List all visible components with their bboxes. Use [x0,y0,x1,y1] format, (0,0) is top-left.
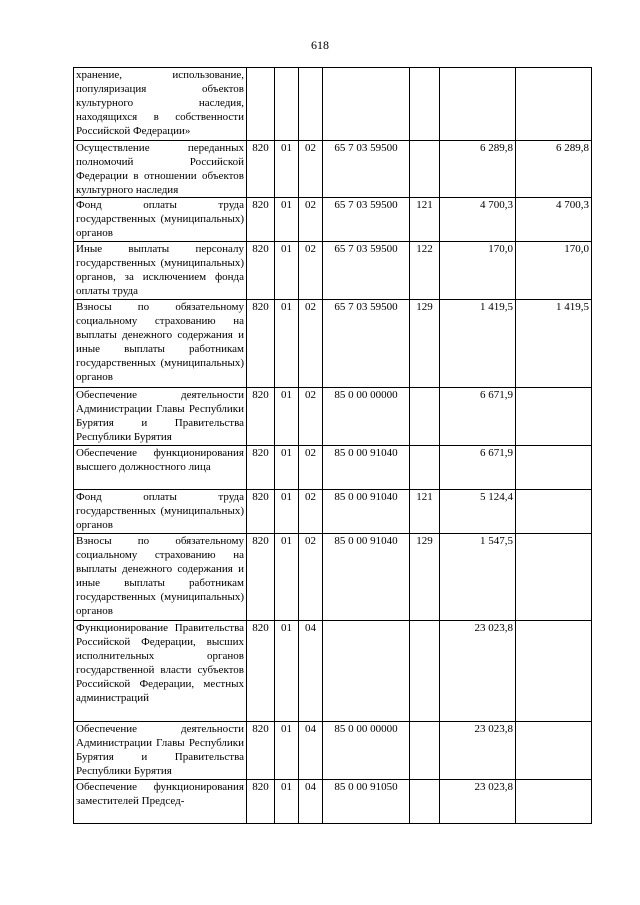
table-row [74,141,592,198]
ministry-code: 820 [247,198,275,242]
subsection-code: 02 [299,446,323,490]
amount-2: 6 289,8 [516,141,592,198]
target-article: 85 0 00 00000 [323,722,410,780]
expense-type [410,388,440,446]
ministry-code: 820 [247,242,275,300]
row-description: Обеспечение деятельности Администрации Главы Республики Бурятия и Правительства Республики Бурятия [74,722,247,780]
amount-2: 4 700,3 [516,198,592,242]
table-row [74,780,592,824]
target-article [323,621,410,722]
row-description: Фонд оплаты труда государственных (муниципальных) органов [74,198,247,242]
table-row [74,446,592,490]
ministry-code: 820 [247,446,275,490]
expense-type: 129 [410,534,440,621]
target-article: 85 0 00 91040 [323,534,410,621]
row-description: Осуществление переданных полномочий Российской Федерации в отношении объектов культурного наследия [74,141,247,198]
table-row [74,242,592,300]
section-code: 01 [275,621,299,722]
target-article: 85 0 00 00000 [323,388,410,446]
subsection-code [299,68,323,141]
ministry-code: 820 [247,141,275,198]
table-row [74,534,592,621]
subsection-code: 02 [299,300,323,388]
target-article: 65 7 03 59500 [323,242,410,300]
target-article: 65 7 03 59500 [323,198,410,242]
section-code: 01 [275,780,299,824]
budget-table [73,67,592,824]
row-description: Взносы по обязательному социальному страхованию на выплаты денежного содержания и иные выплаты работникам государственных (муниципальных) органов [74,534,247,621]
ministry-code: 820 [247,722,275,780]
target-article: 65 7 03 59500 [323,141,410,198]
section-code: 01 [275,198,299,242]
amount-1: 4 700,3 [440,198,516,242]
amount-1: 6 671,9 [440,446,516,490]
subsection-code: 04 [299,621,323,722]
row-description: Взносы по обязательному социальному страхованию на выплаты денежного содержания и иные выплаты работникам государственных (муниципальных) органов [74,300,247,388]
table-row [74,68,592,141]
amount-1: 1 419,5 [440,300,516,388]
row-description: Обеспечение функционирования заместителей Председ- [74,780,247,824]
amount-1: 23 023,8 [440,621,516,722]
subsection-code: 04 [299,722,323,780]
expense-type: 129 [410,300,440,388]
amount-1: 1 547,5 [440,534,516,621]
amount-2 [516,621,592,722]
subsection-code: 02 [299,242,323,300]
table-row [74,300,592,388]
amount-2 [516,722,592,780]
amount-2 [516,388,592,446]
page-number: 618 [311,38,329,52]
expense-type: 121 [410,490,440,534]
target-article: 85 0 00 91040 [323,446,410,490]
section-code: 01 [275,141,299,198]
subsection-code: 04 [299,780,323,824]
expense-type [410,621,440,722]
amount-1: 6 671,9 [440,388,516,446]
table-row [74,722,592,780]
section-code: 01 [275,242,299,300]
table-row [74,388,592,446]
section-code: 01 [275,446,299,490]
amount-1: 6 289,8 [440,141,516,198]
subsection-code: 02 [299,198,323,242]
amount-2 [516,534,592,621]
table-row [74,490,592,534]
amount-1 [440,68,516,141]
expense-type [410,780,440,824]
amount-1: 23 023,8 [440,722,516,780]
target-article [323,68,410,141]
amount-2 [516,446,592,490]
table-row [74,621,592,722]
amount-2 [516,68,592,141]
ministry-code: 820 [247,388,275,446]
row-description: хранение, использование, популяризация объектов культурного наследия, находящихся в собственности Российской Федерации» [74,68,247,141]
amount-2: 170,0 [516,242,592,300]
row-description: Иные выплаты персоналу государственных (муниципальных) органов, за исключением фонда оплаты труда [74,242,247,300]
amount-2 [516,490,592,534]
amount-2: 1 419,5 [516,300,592,388]
row-description: Функционирование Правительства Российской Федерации, высших исполнительных органов государственной власти субъектов Российской Федерации, местных администраций [74,621,247,722]
ministry-code [247,68,275,141]
section-code: 01 [275,388,299,446]
row-description: Обеспечение функционирования высшего должностного лица [74,446,247,490]
section-code: 01 [275,534,299,621]
subsection-code: 02 [299,490,323,534]
row-description: Фонд оплаты труда государственных (муниципальных) органов [74,490,247,534]
section-code: 01 [275,300,299,388]
section-code [275,68,299,141]
amount-1: 23 023,8 [440,780,516,824]
ministry-code: 820 [247,300,275,388]
subsection-code: 02 [299,534,323,621]
ministry-code: 820 [247,621,275,722]
expense-type [410,446,440,490]
ministry-code: 820 [247,780,275,824]
expense-type: 122 [410,242,440,300]
expense-type: 121 [410,198,440,242]
expense-type [410,68,440,141]
ministry-code: 820 [247,490,275,534]
subsection-code: 02 [299,141,323,198]
amount-2 [516,780,592,824]
expense-type [410,141,440,198]
amount-1: 5 124,4 [440,490,516,534]
amount-1: 170,0 [440,242,516,300]
expense-type [410,722,440,780]
ministry-code: 820 [247,534,275,621]
target-article: 85 0 00 91040 [323,490,410,534]
table-row [74,198,592,242]
subsection-code: 02 [299,388,323,446]
row-description: Обеспечение деятельности Администрации Главы Республики Бурятия и Правительства Республики Бурятия [74,388,247,446]
section-code: 01 [275,490,299,534]
target-article: 65 7 03 59500 [323,300,410,388]
target-article: 85 0 00 91050 [323,780,410,824]
section-code: 01 [275,722,299,780]
